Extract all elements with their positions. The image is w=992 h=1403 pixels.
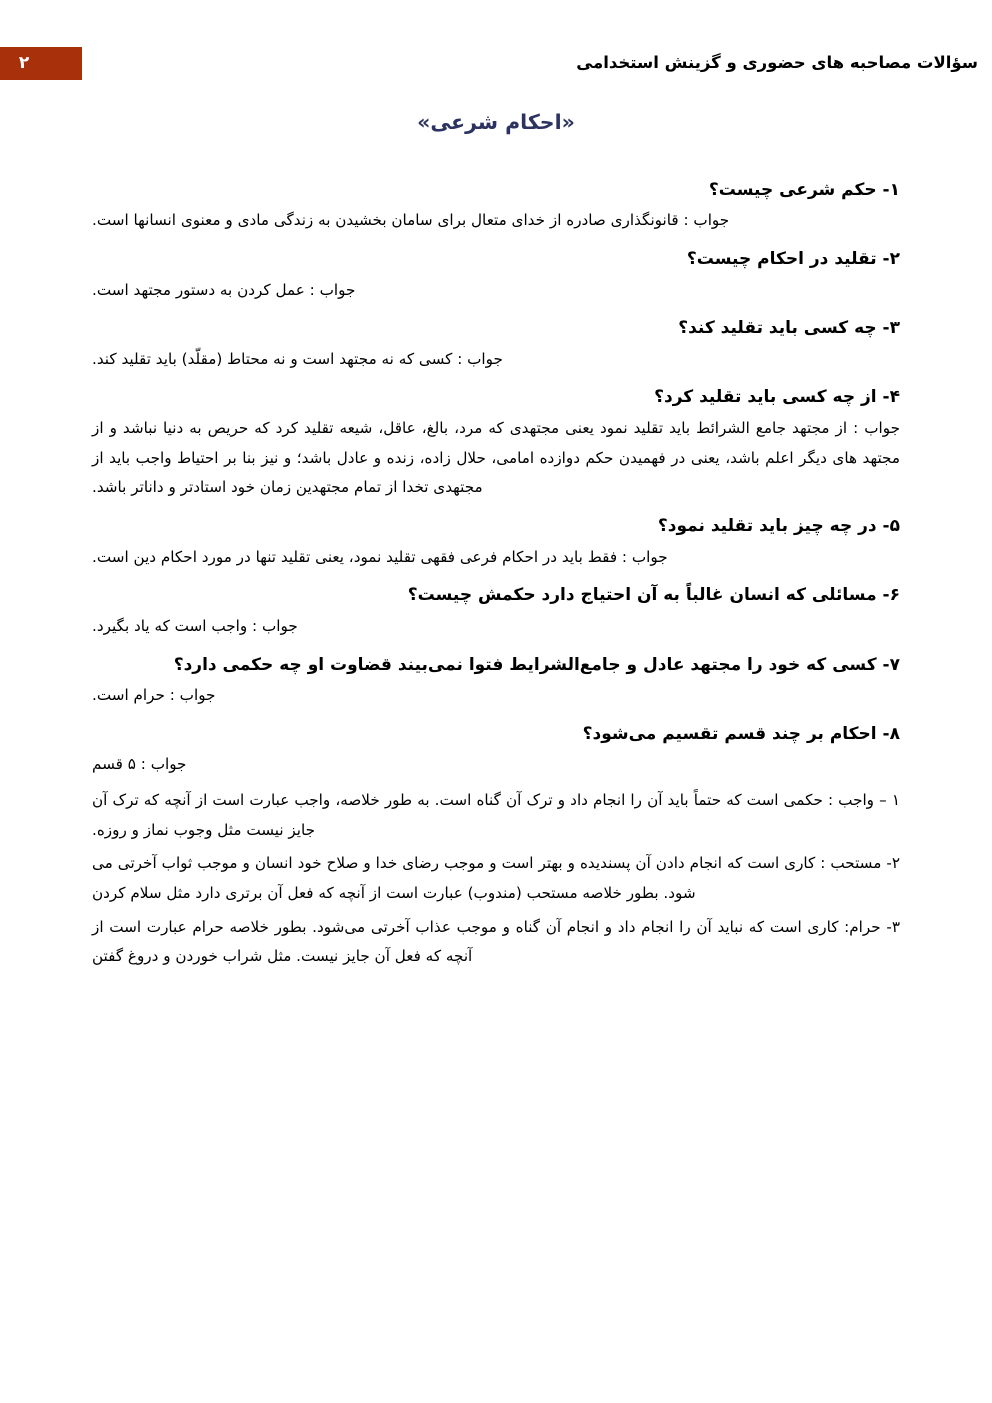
answer-text: جواب : کسی که نه مجتهد است و نه محتاط (مقلّد) باید تقلید کند. bbox=[92, 349, 503, 368]
qa-block bbox=[92, 236, 900, 305]
question-text: ۸- احکام بر چند قسم تقسیم می‌شود؟ bbox=[582, 723, 900, 744]
qa-block bbox=[92, 642, 900, 711]
question-text: ۴- از چه کسی باید تقلید کرد؟ bbox=[654, 387, 900, 408]
page-header bbox=[0, 44, 992, 82]
page-number-badge bbox=[0, 47, 82, 80]
document-content bbox=[92, 110, 900, 976]
qa-block bbox=[92, 572, 900, 641]
question-text: ۶- مسائلی که انسان غالباً به آن احتیاج دارد حکمش چیست؟ bbox=[407, 585, 900, 606]
page-number: ۲ bbox=[18, 52, 30, 73]
answer-text: جواب : عمل کردن به دستور مجتهد است. bbox=[92, 280, 356, 299]
answer-text: جواب : قانونگذاری صادره از خدای متعال برای سامان بخشیدن به زندگی مادی و معنوی انسانها است. bbox=[92, 211, 730, 230]
question-text: ۷- کسی که خود را مجتهد عادل و جامع‌الشرایط فتوا نمی‌بیند قضاوت او چه حکمی دارد؟ bbox=[173, 654, 900, 675]
qa-block bbox=[92, 711, 900, 972]
question-text: ۳- چه کسی باید تقلید کند؟ bbox=[678, 318, 900, 339]
category-list bbox=[92, 786, 900, 972]
qa-block bbox=[92, 305, 900, 374]
answer-text: جواب : از مجتهد جامع الشرائط باید تقلید نمود یعنی مجتهدی که مرد، بالغ، عاقل، شیعه تقلید کرد که حریص به دنیا نباشد و از مجتهد های دیگر اعلم باشد، یعنی در فهمیدن حکم دوازده امامی، حلال زاده، زنده و عادل باشد؛ و نیز بنا بر احتیاط واجب باید از مجتهدی تخدا از تمام مجتهدین زمان خود استادتر و داناتر باشد. bbox=[92, 419, 900, 497]
list-item: ۳- حرام: کاری است که نباید آن را انجام داد و انجام آن گناه و موجب عذاب آخرتی می‌شود. بطور خلاصه حرام عبارت است از آنچه که فعل آن جایز نیست. مثل شراب خوردن و دروغ گفتن bbox=[92, 917, 900, 966]
page-title: «احکام شرعی» bbox=[417, 110, 575, 134]
answer-text: جواب : حرام است. bbox=[92, 686, 216, 705]
answer-text: جواب : ۵ قسم bbox=[92, 755, 187, 774]
question-text: ۱- حکم شرعی چیست؟ bbox=[708, 179, 900, 200]
answer-text: جواب : واجب است که یاد بگیرد. bbox=[92, 616, 298, 635]
list-item: ۲- مستحب : کاری است که انجام دادن آن پسندیده و بهتر است و موجب رضای خدا و صلاح خود انسان و موجب ثواب آخرتی می شود. بطور خلاصه مستحب (مندوب) عبارت است از آنچه که فعل آن برتری دارد مثل سلام کردن bbox=[92, 854, 900, 903]
qa-block bbox=[92, 503, 900, 572]
question-text: ۵- در چه چیز باید تقلید نمود؟ bbox=[657, 516, 900, 536]
answer-text: جواب : فقط باید در احکام فرعی فقهی تقلید نمود، یعنی تقلید تنها در مورد احکام دین است. bbox=[92, 547, 668, 566]
qa-block bbox=[92, 374, 900, 503]
list-item: ۱ – واجب : حکمی است که حتماً باید آن را انجام داد و ترک آن گناه است. به طور خلاصه، واجب عبارت است از آنچه که ترک آن جایز نیست مثل وجوب نماز و روزه. bbox=[92, 791, 900, 839]
question-text: ۲- تقلید در احکام چیست؟ bbox=[686, 248, 900, 269]
qa-block bbox=[92, 167, 900, 236]
header-title: سؤالات مصاحبه های حضوری و گزینش استخدامی bbox=[576, 52, 978, 72]
